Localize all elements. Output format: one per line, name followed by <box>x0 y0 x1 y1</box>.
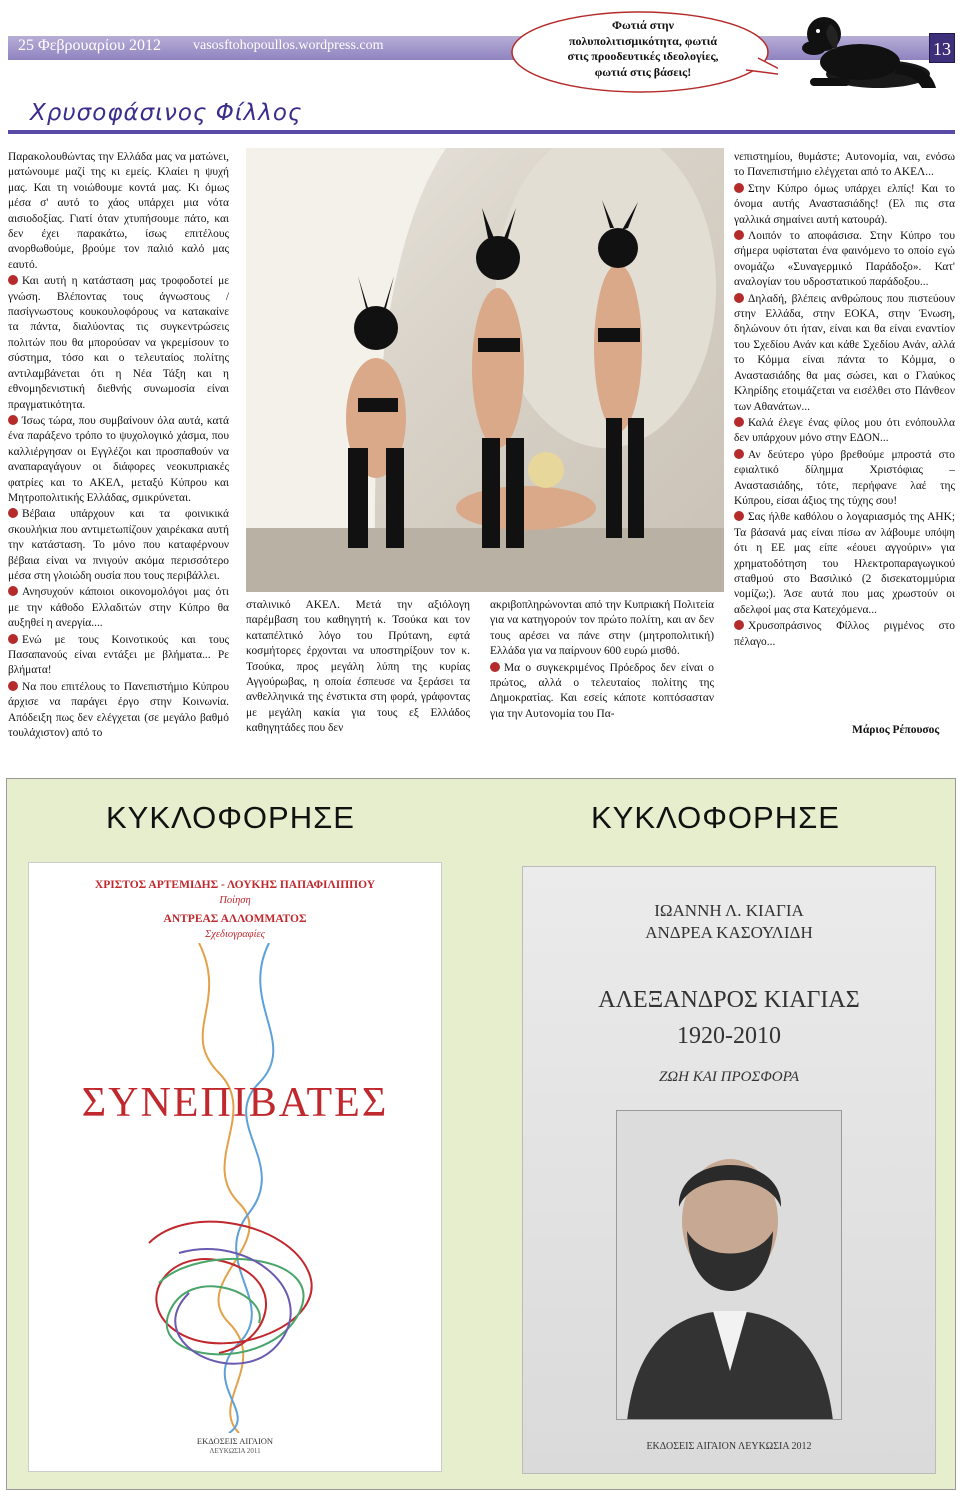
paragraph-text: Ενώ με τους Κοινοτικούς και τους Πασαπανούς είναι εντάξει με βλήματα... Ρε βλήματα! <box>8 633 229 677</box>
bullet-icon <box>734 620 744 630</box>
book2-years: 1920-2010 <box>677 1023 781 1049</box>
paragraph-text: νεπιστημίου, θυμάστε; Αυτονομία, ναι, ενόσω το Πανεπιστήμιο ελέγχεται από το ΑΚΕΛ... <box>734 151 955 179</box>
bullet-icon <box>8 586 18 596</box>
paragraph-text: Καλά έλεγε ένας φίλος μου ότι ενόπουλλα δεν υπάρχουν μόνο στην ΕΔΟΝ... <box>734 416 955 445</box>
paragraph-text: Βέβαια υπάρχουν και τα φοινικικά σκουλήκια που αντιμετωπίζουν χαιρέκακα αυτή την κατάσταση. Το μόνο που καταφέρνουν βέβαια είναι να πνιγούν ακόμα περισσότερο μέσα στη γλοιώδη ουσία που τους περιβάλλει. <box>8 508 229 582</box>
book-cover-kiagias[interactable] <box>522 866 936 1474</box>
paragraph <box>8 633 229 679</box>
issue-date: 25 Φεβρουαρίου 2012 <box>18 37 162 54</box>
book1-title: ΣΥΝΕΠΙΒΑΤΕΣ <box>81 1080 389 1126</box>
paragraph <box>8 274 229 413</box>
article-column-3 <box>490 598 714 723</box>
paragraph <box>8 680 229 742</box>
photo-scene <box>246 148 724 592</box>
paragraph-text: Μα ο συγκεκριμένος Πρόεδρος δεν είναι ο πρώτος, αλλά ο τελευταίος πολίτης της Δημοκρατίας. Και εσείς κάποτε κοπτόσασταν για την Αυτονομία του Πα- <box>490 661 714 720</box>
paragraph-text: Αν δεύτερο γύρο βρεθούμε μπροστά στο εφιαλτικό δίλημμα Χριστόφιας – Αναστασιάδης, τότε, περήφανε λαέ της Κύπρου, είσαι άξιος της τύχης σου! <box>734 448 955 507</box>
bullet-icon <box>734 230 744 240</box>
author-signature: Μάριος Ρέπουσος <box>852 724 940 736</box>
author-portrait <box>616 1110 842 1420</box>
book1-designer-role: Σχεδιογραφίες <box>205 929 265 940</box>
book1-designer: ΑΝΤΡΕΑΣ ΑΛΛΟΜΜΑΤΟΣ <box>163 913 307 925</box>
paragraph-text: Να που επιτέλους το Πανεπιστήμιο Κύπρου άρχισε να παράγει έργο στην Κοινωνία. Απόδειξη πως δεν ελέγχεται (σε μεγάλο βαθμό τουλάχιστον) από το <box>8 680 229 740</box>
book2-author-2: ΑΝΔΡΕΑ ΚΑΣΟΥΛΙΔΗ <box>645 923 813 942</box>
paragraph-text: Ίσως τώρα, που συμβαίνουν όλα αυτά, κατά ένα παράξενο τρόπο το ψυχολογικό χάσμα, που καλλιέργησαν οι Εγγλέζοι και προσπαθούν να αναπαραγάγουν οι διάφορες νεοκυπριακές φατρίες και το ΑΚΕΛ, μεταξύ Κύπρου και Μητροπολιτικής Ελλάδας, σμικρύνεται. <box>8 414 229 504</box>
ad-headline-left: ΚΥΚΛΟΦΟΡΗΣΕ <box>106 800 355 835</box>
article-photo <box>246 148 724 592</box>
paragraph-text: Λοιπόν το αποφάσισα. Στην Κύπρο του σήμερα υφίσταται ένα φαινόμενο το οποίο εγώ ονομάζω «Συναγερμικό Παράδοξο». Κατ' αναλογίαν του υδροστατικού παράδοξου... <box>734 230 955 289</box>
paragraph-text: Χρυσοπράσινος Φίλλος ριγμένος στο πέλαγο... <box>734 620 955 648</box>
paragraph-text: Παρακολουθώντας την Ελλάδα μας να ματώνει, ματώνουμε μαζί της κι εμείς. Κλαίει η ψυχή μας. Και τη νοιώθουμε κοντά μας. Κι όμως μέσα σ' αυτό το χάος υπάρχει μια νότα αισιοδοξίας. Γιατί όταν χτυπήσουμε πάτο, και δεν έχει παρακάτω, ίσως επιτέλους ανορθωθούμε, βρούμε τον παλιό καλό μας εαυτό. <box>8 151 229 271</box>
book2-title: ΑΛΕΞΑΝΔΡΟΣ ΚΙΑΓΙΑΣ <box>598 987 860 1013</box>
paragraph <box>8 414 229 506</box>
paragraph-text: Και αυτή η κατάσταση μας τροφοδοτεί με γνώση. Βλέποντας τους άγνωστους / πασίγνωστους κουκουλοφόρους να κατακαίνε τα πάντα, διαλύοντας τις συγκεντρώσεις πολιτών που θα μπορούσαν να γκρεμίσουν το σύστημα, τόσο και ο τελευταίος πολίτης αντιλαμβάνεται ότι η Νέα Τάξη και η εθνομηδενιστική διεθνής συνωμοσία είναι πραγματικότητα. <box>8 275 229 411</box>
paragraph <box>734 182 955 228</box>
bullet-icon <box>734 449 744 459</box>
paragraph-text: Δηλαδή, βλέπεις ανθρώπους που πιστεύουν στην Ελλάδα, στην ΕΟΚΑ, στην Ένωση, δηλώνουν ότι ήταν, είναι και θα είναι εναντίον του Σχεδίου Ανάν και κάθε Σχεδίου Ανάν, αλλά το Κόμμα είναι πάντα το Κόμμα, ο Αναστασιάδης θα μας σώσει, και ο Γλαύκος Κληρίδης ετοιμάζεται να εισέλθει στο Πάνθεον των Αθανάτων... <box>734 292 955 413</box>
paragraph <box>734 292 955 415</box>
paragraph-text: Στην Κύπρο όμως υπάρχει ελπίς! Και το όνομα αυτής Αναστασιάδης! (Ελ πις στα γαλλικά σημαίνει αυτή κατουρά). <box>734 182 955 226</box>
book1-authors: ΧΡΙΣΤΟΣ ΑΡΤΕΜΙΔΗΣ - ΛΟΥΚΗΣ ΠΑΠΑΦΙΛΙΠΠΟΥ <box>94 879 376 891</box>
tangled-lines-illustration <box>29 943 443 1433</box>
book1-authors-role: Ποίηση <box>219 895 251 906</box>
paragraph-text: Σας ήλθε καθόλου ο λογαριασμός της ΑΗΚ; Τα βάσανά μας είναι πίσω αν λάβουμε υπόψη ότι η ΕΕ μας είπε «έουει αγγούριν» για χρηματοδότηση του Ηλεκτροπαραγωγικού σταθμού στο Βασιλικό (2 δισεκατομμύρια νομίζω;). Άσε αυτά που μας χρωστούν οι αδελφοί μας στα Κατεχόμενα... <box>734 511 955 616</box>
speech-bubble <box>508 6 778 94</box>
paragraph <box>490 661 714 723</box>
article-column-4 <box>734 150 955 651</box>
bullet-icon <box>734 293 744 303</box>
paragraph <box>734 416 955 447</box>
paragraph <box>734 510 955 618</box>
bullet-icon <box>8 415 18 425</box>
article-column-2 <box>246 598 470 738</box>
book-cover-synepivates[interactable] <box>28 862 442 1472</box>
paragraph <box>734 150 955 181</box>
portrait-figure <box>617 1111 842 1420</box>
paragraph <box>8 585 229 631</box>
paragraph: σταλινικό ΑΚΕΛ. Μετά την αξιόλογη παρέμβαση του καθηγητή κ. Τσούκα και τον καταπέλτικό λόγο του Πρύτανη, εφτά κοσμήτορες έρχονται να υποστηρίξουν τον κ. Τσούκα, προς μεγάλη λύπη της κυρίας Αγγούρωβας, η οποία έσπευσε να ξεράσει τα ανθελληνικά της ένστικτα στη φορά, γράφοντας με μεγάλη κακία για τους εξ Ελλάδος καθηγητάδες που δεν <box>246 599 470 735</box>
paragraph <box>734 619 955 650</box>
book1-publisher: ΕΚΔΟΣΕΙΣ ΑΙΓΑΙΟΝ <box>196 1436 274 1446</box>
ad-headline-right: ΚΥΚΛΟΦΟΡΗΣΕ <box>591 800 840 835</box>
title-divider <box>8 130 955 134</box>
section-title: Χρυσοφάσινος Φίλλος <box>30 100 303 126</box>
website-url[interactable]: vasosftohopoullos.wordpress.com <box>193 38 384 53</box>
paragraph <box>734 448 955 510</box>
dog-illustration <box>790 4 940 96</box>
bullet-icon <box>490 662 500 672</box>
bullet-icon <box>734 183 744 193</box>
bullet-icon <box>8 634 18 644</box>
book2-subtitle: ΖΩΗ ΚΑΙ ΠΡΟΣΦΟΡΑ <box>658 1069 800 1085</box>
page-number: 13 <box>929 33 955 63</box>
paragraph <box>8 507 229 584</box>
bullet-icon <box>8 275 18 285</box>
bullet-icon <box>734 511 744 521</box>
paragraph <box>8 150 229 273</box>
bubble-text: Φωτιά στην πολυπολιτισμικότητα, φωτιά στις προοδευτικές ιδεολογίες, φωτιά στις βάσεις! <box>567 18 719 79</box>
paragraph-text: Ανησυχούν κάποιοι οικονομολόγοι μας ότι με την κάθοδο Ελλαδιτών στην Κύπρο θα αυξηθεί η ανεργία.... <box>8 586 229 630</box>
paragraph-text: ακριβοπληρώνονται από την Κυπριακή Πολιτεία για να κατηγορούν τον πρώτο πολίτη, και αν δεν τους αρέσει να πάνε στην (μητροπολιτική) Ελλάδα για να παίρνουν 600 ευρώ μισθό. <box>490 599 714 658</box>
book1-publisher-place: ΛΕΥΚΩΣΙΑ 2011 <box>209 1447 261 1455</box>
paragraph <box>734 229 955 291</box>
bullet-icon <box>734 417 744 427</box>
bullet-icon <box>8 508 18 518</box>
book2-publisher: ΕΚΔΟΣΕΙΣ ΑΙΓΑΙΟΝ ΛΕΥΚΩΣΙΑ 2012 <box>646 1441 812 1452</box>
paragraph <box>490 598 714 660</box>
article-column-1 <box>8 150 229 742</box>
bullet-icon <box>8 681 18 691</box>
book2-author-1: ΙΩΑΝΝΗ Λ. ΚΙΑΓΙΑ <box>654 901 804 920</box>
